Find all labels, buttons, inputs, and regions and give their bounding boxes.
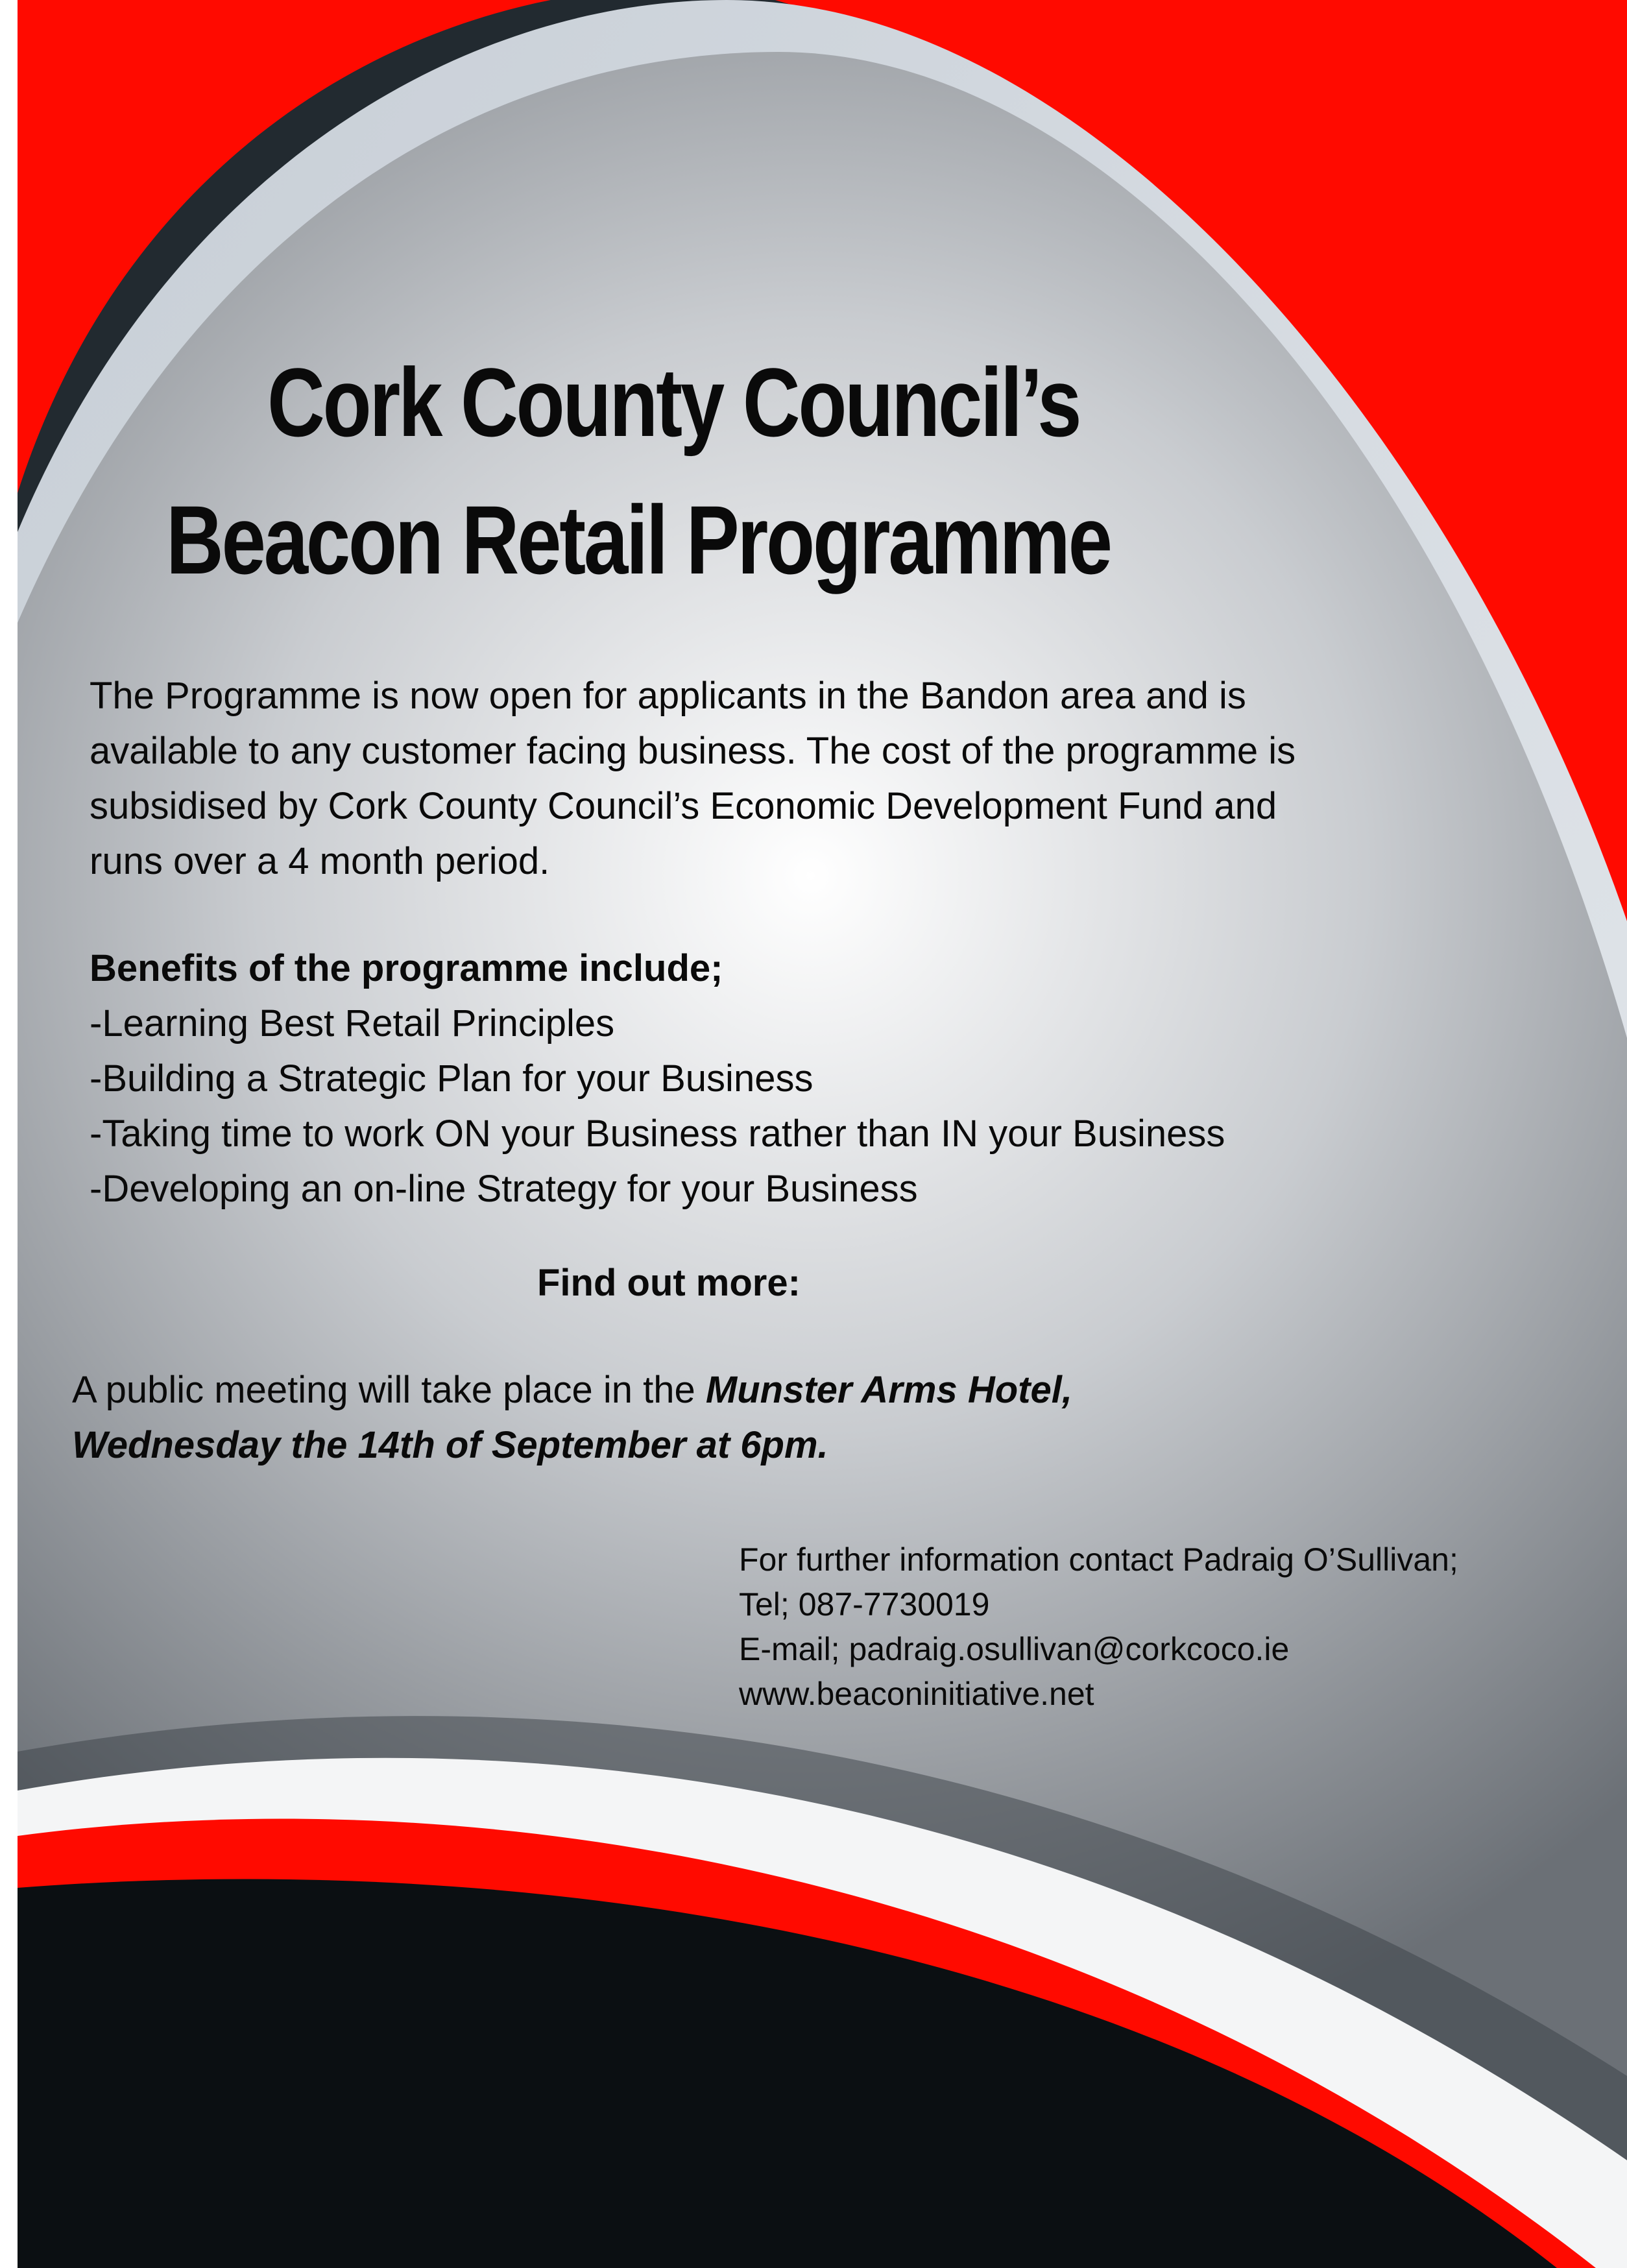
contact-email[interactable]: E-mail; padraig.osullivan@corkcoco.ie [739,1631,1290,1667]
intro-line: runs over a 4 month period. [90,840,550,882]
benefit-item: -Taking time to work ON your Business rather than IN your Business [90,1113,1225,1155]
contact-block [739,1538,1458,1717]
benefit-item: -Learning Best Retail Principles [90,1002,615,1044]
benefit-item: -Developing an on-line Strategy for your Business [90,1168,918,1210]
find-out-more-heading: Find out more: [537,1262,801,1304]
meeting-venue: Munster Arms Hotel, [705,1369,1072,1411]
title-line-1: Cork County Council’s [267,348,1080,457]
title-line-2: Beacon Retail Programme [166,485,1111,594]
benefit-item: -Building a Strategic Plan for your Business [90,1057,814,1100]
meeting-date: Wednesday the 14th of September at 6pm. [72,1424,828,1466]
meeting-info [72,1362,1072,1473]
contact-line: For further information contact Padraig O’Sullivan; [739,1541,1458,1578]
contact-tel: Tel; 087-7730019 [739,1586,990,1623]
benefits-section [90,941,1225,1216]
intro-paragraph [90,668,1296,889]
intro-line: The Programme is now open for applicants in the Bandon area and is [90,675,1246,717]
meeting-prefix: A public meeting will take place in the [72,1369,706,1411]
intro-line: subsidised by Cork County Council’s Economic Development Fund and [90,785,1277,827]
intro-line: available to any customer facing business. The cost of the programme is [90,730,1296,772]
benefits-heading: Benefits of the programme include; [90,947,723,989]
contact-website[interactable]: www.beaconinitiative.net [739,1676,1094,1712]
